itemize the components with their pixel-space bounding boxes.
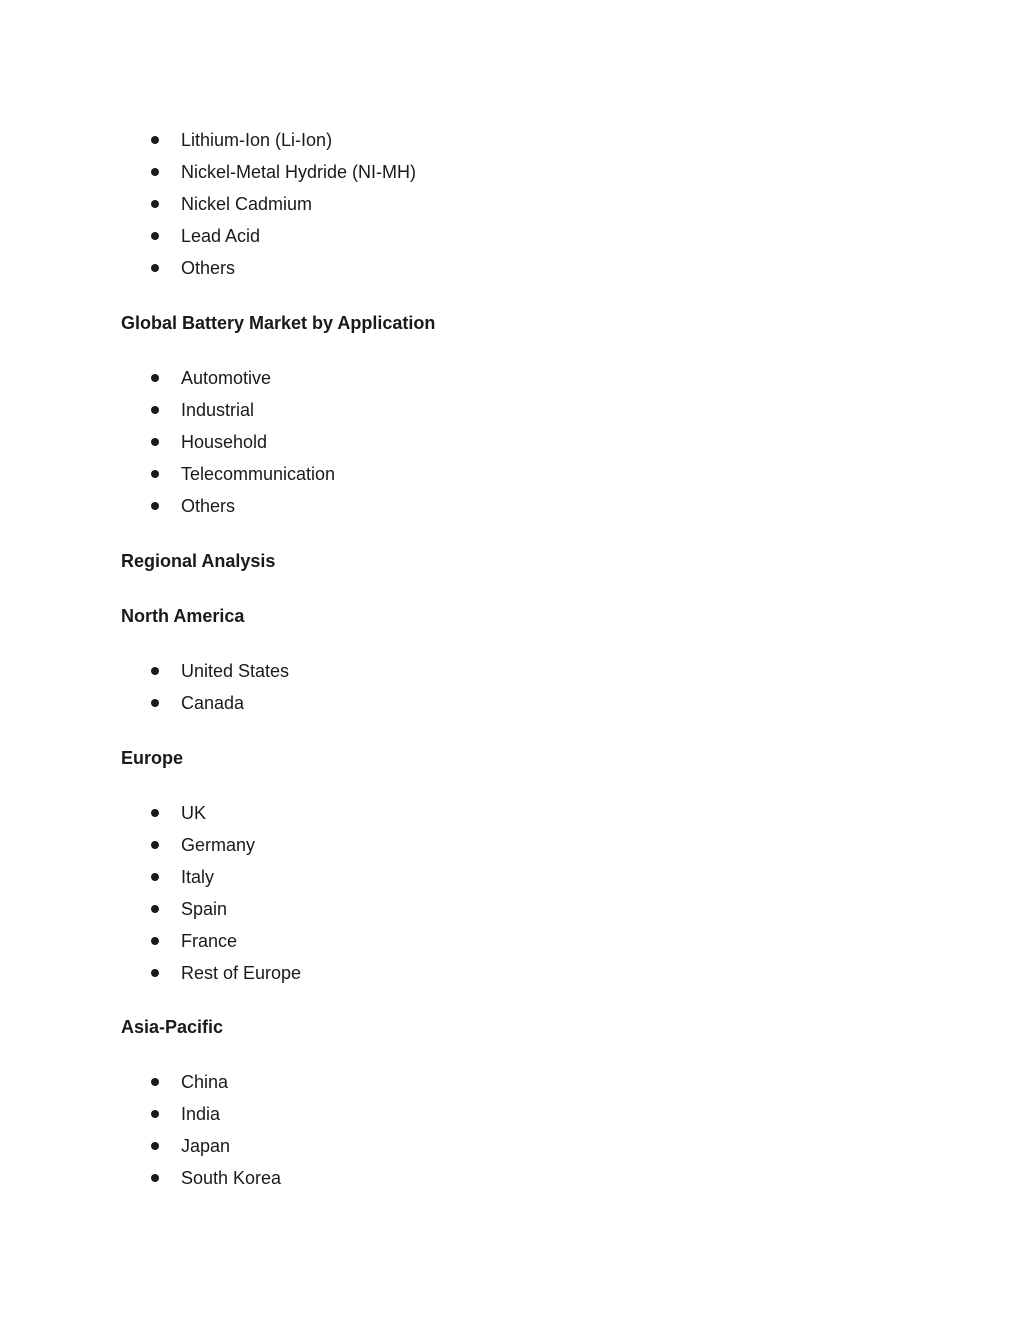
europe-list-block xyxy=(0,797,1024,989)
application-list-block xyxy=(0,362,1024,522)
list-item: Lithium-Ion (Li-Ion) xyxy=(0,124,1024,156)
list-item: United States xyxy=(0,655,1024,687)
europe-list xyxy=(0,797,1024,989)
application-list xyxy=(0,362,1024,522)
north-america-list xyxy=(0,655,1024,719)
list-item: Spain xyxy=(0,893,1024,925)
list-item: Others xyxy=(0,490,1024,522)
list-item: France xyxy=(0,925,1024,957)
list-item: China xyxy=(0,1066,1024,1098)
list-item: South Korea xyxy=(0,1162,1024,1194)
heading-north-america: North America xyxy=(121,606,245,626)
heading-europe: Europe xyxy=(121,748,184,768)
battery-type-list xyxy=(0,124,1024,284)
asia-pacific-list xyxy=(0,1066,1024,1194)
list-item: Nickel Cadmium xyxy=(0,188,1024,220)
list-item: Household xyxy=(0,426,1024,458)
list-item: Telecommunication xyxy=(0,458,1024,490)
heading-regional-analysis: Regional Analysis xyxy=(121,551,276,571)
list-item: Industrial xyxy=(0,394,1024,426)
list-item: Rest of Europe xyxy=(0,957,1024,989)
list-item: Lead Acid xyxy=(0,220,1024,252)
battery-type-list-block xyxy=(0,124,1024,284)
list-item: Japan xyxy=(0,1130,1024,1162)
list-item: Italy xyxy=(0,861,1024,893)
list-item: Nickel-Metal Hydride (NI-MH) xyxy=(0,156,1024,188)
list-item: UK xyxy=(0,797,1024,829)
north-america-list-block xyxy=(0,655,1024,719)
list-item: Canada xyxy=(0,687,1024,719)
list-item: India xyxy=(0,1098,1024,1130)
list-item: Others xyxy=(0,252,1024,284)
heading-asia-pacific: Asia-Pacific xyxy=(121,1017,224,1037)
list-item: Automotive xyxy=(0,362,1024,394)
asia-pacific-list-block xyxy=(0,1066,1024,1194)
list-item: Germany xyxy=(0,829,1024,861)
heading-by-application: Global Battery Market by Application xyxy=(121,313,436,333)
